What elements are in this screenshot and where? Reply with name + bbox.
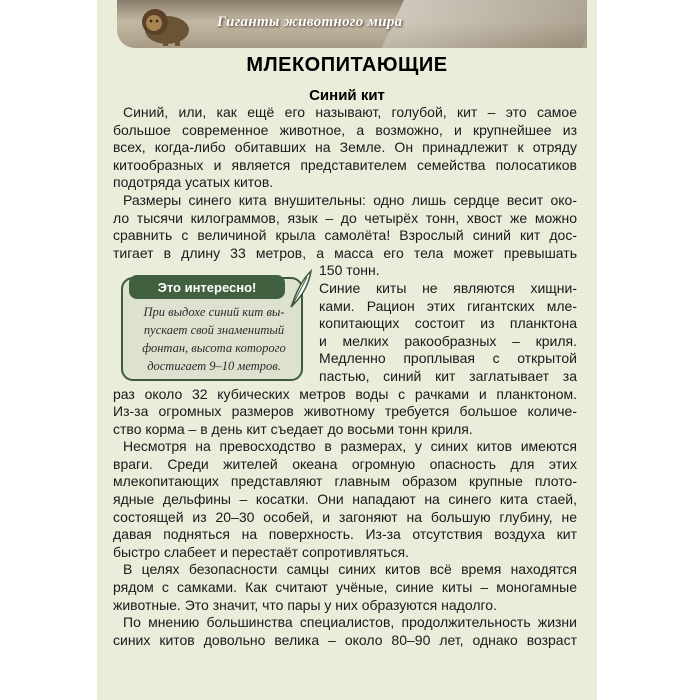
text-line: животные. Это значит, что пары у них образуются надолго. [113, 596, 497, 613]
text-line: копитающих состоит из планктона [319, 315, 577, 332]
text-line: китообразных и является представителем семейства полосатиков [113, 156, 577, 173]
mountain-illustration [381, 0, 587, 48]
text-line: всех, когда-либо обитавших на Земле. Он принадлежит к отряду [113, 139, 577, 156]
page-header [117, 0, 587, 48]
text-line: Из-за огромных размеров животному требуется большое количе- [113, 403, 577, 420]
text-line: ло тысячи килограммов, язык – до четырёх тонн, хвост же можно [113, 209, 577, 226]
info-box-line: достигает 9–10 метров. [147, 359, 281, 373]
text-line: синих китов довольно велика – около 80–90 лет, однако возраст [113, 631, 577, 648]
text-line: состоящей из 20–30 особей, и загоняют на большую глубину, не [113, 508, 577, 525]
section-title: МЛЕКОПИТАЮЩИЕ [246, 54, 448, 76]
text-line: Синий, или, как ещё его называют, голубой, кит – это самое [123, 104, 577, 120]
text-line: рядом с самками. Как считают учёные, синие киты – моногамные [113, 579, 577, 596]
info-box-heading: Это интересно! [129, 275, 285, 299]
info-box-text [133, 303, 295, 375]
text-line: ками. Рацион этих гигантских мле- [319, 297, 577, 314]
text-line: и мелких ракообразных – криля. [319, 332, 577, 349]
article-title: Синий кит [309, 87, 385, 104]
text-line: ядные дельфины – косатки. Они нападают на синего кита стаей, [113, 491, 577, 508]
text-line: давая подняться на поверхность. Из-за отсутствия воздуха кит [113, 526, 577, 543]
lion-icon [137, 0, 195, 46]
info-box [121, 277, 303, 381]
text-line: Синие киты не являются хищни- [319, 279, 577, 296]
text-line: В целях безопасности самцы синих китов всё время находятся [123, 561, 577, 578]
text-line: враги. Среди жителей океана огромную опасность для этих [113, 455, 577, 472]
text-line: подотряда усатых китов. [113, 174, 274, 191]
text-line: сравнить с величиной крыла самолёта! Взрослый синий кит дос- [113, 227, 577, 244]
text-line: пастью, синий кит заглатывает за [319, 367, 577, 384]
header-title: Гиганты животного мира [217, 14, 403, 30]
text-line: раз около 32 кубических метров воды с рачками и планктоном. [113, 385, 577, 402]
text-line: большое современное животное, а возможно, и крупнейшее из [113, 121, 577, 138]
info-box-line: При выдохе синий кит вы- [143, 305, 285, 319]
text-line: Медленно проплывая с открытой [319, 350, 577, 367]
text-line: По мнению большинства специалистов, продолжительность жизни [123, 614, 577, 631]
text-line: Размеры синего кита внушительны: одно лишь сердце весит око- [123, 191, 577, 208]
info-box-line: фонтан, высота которого [142, 341, 286, 355]
text-line: тигает в длину 33 метров, а масса его тела может превышать [113, 244, 577, 261]
text-line: Несмотря на превосходство в размерах, у синих китов имеются [123, 438, 577, 455]
book-page [97, 0, 597, 700]
info-box-line: пускает свой знаменитый [143, 323, 285, 337]
text-line: ство корма – в день кит съедает до восьми тонн криля. [113, 420, 473, 437]
text-line: млекопитающих представляют главным образом крупные плото- [113, 473, 577, 490]
text-line: 150 тонн. [319, 262, 380, 279]
text-line: быстро слабеет и перестаёт сопротивляться. [113, 543, 410, 560]
